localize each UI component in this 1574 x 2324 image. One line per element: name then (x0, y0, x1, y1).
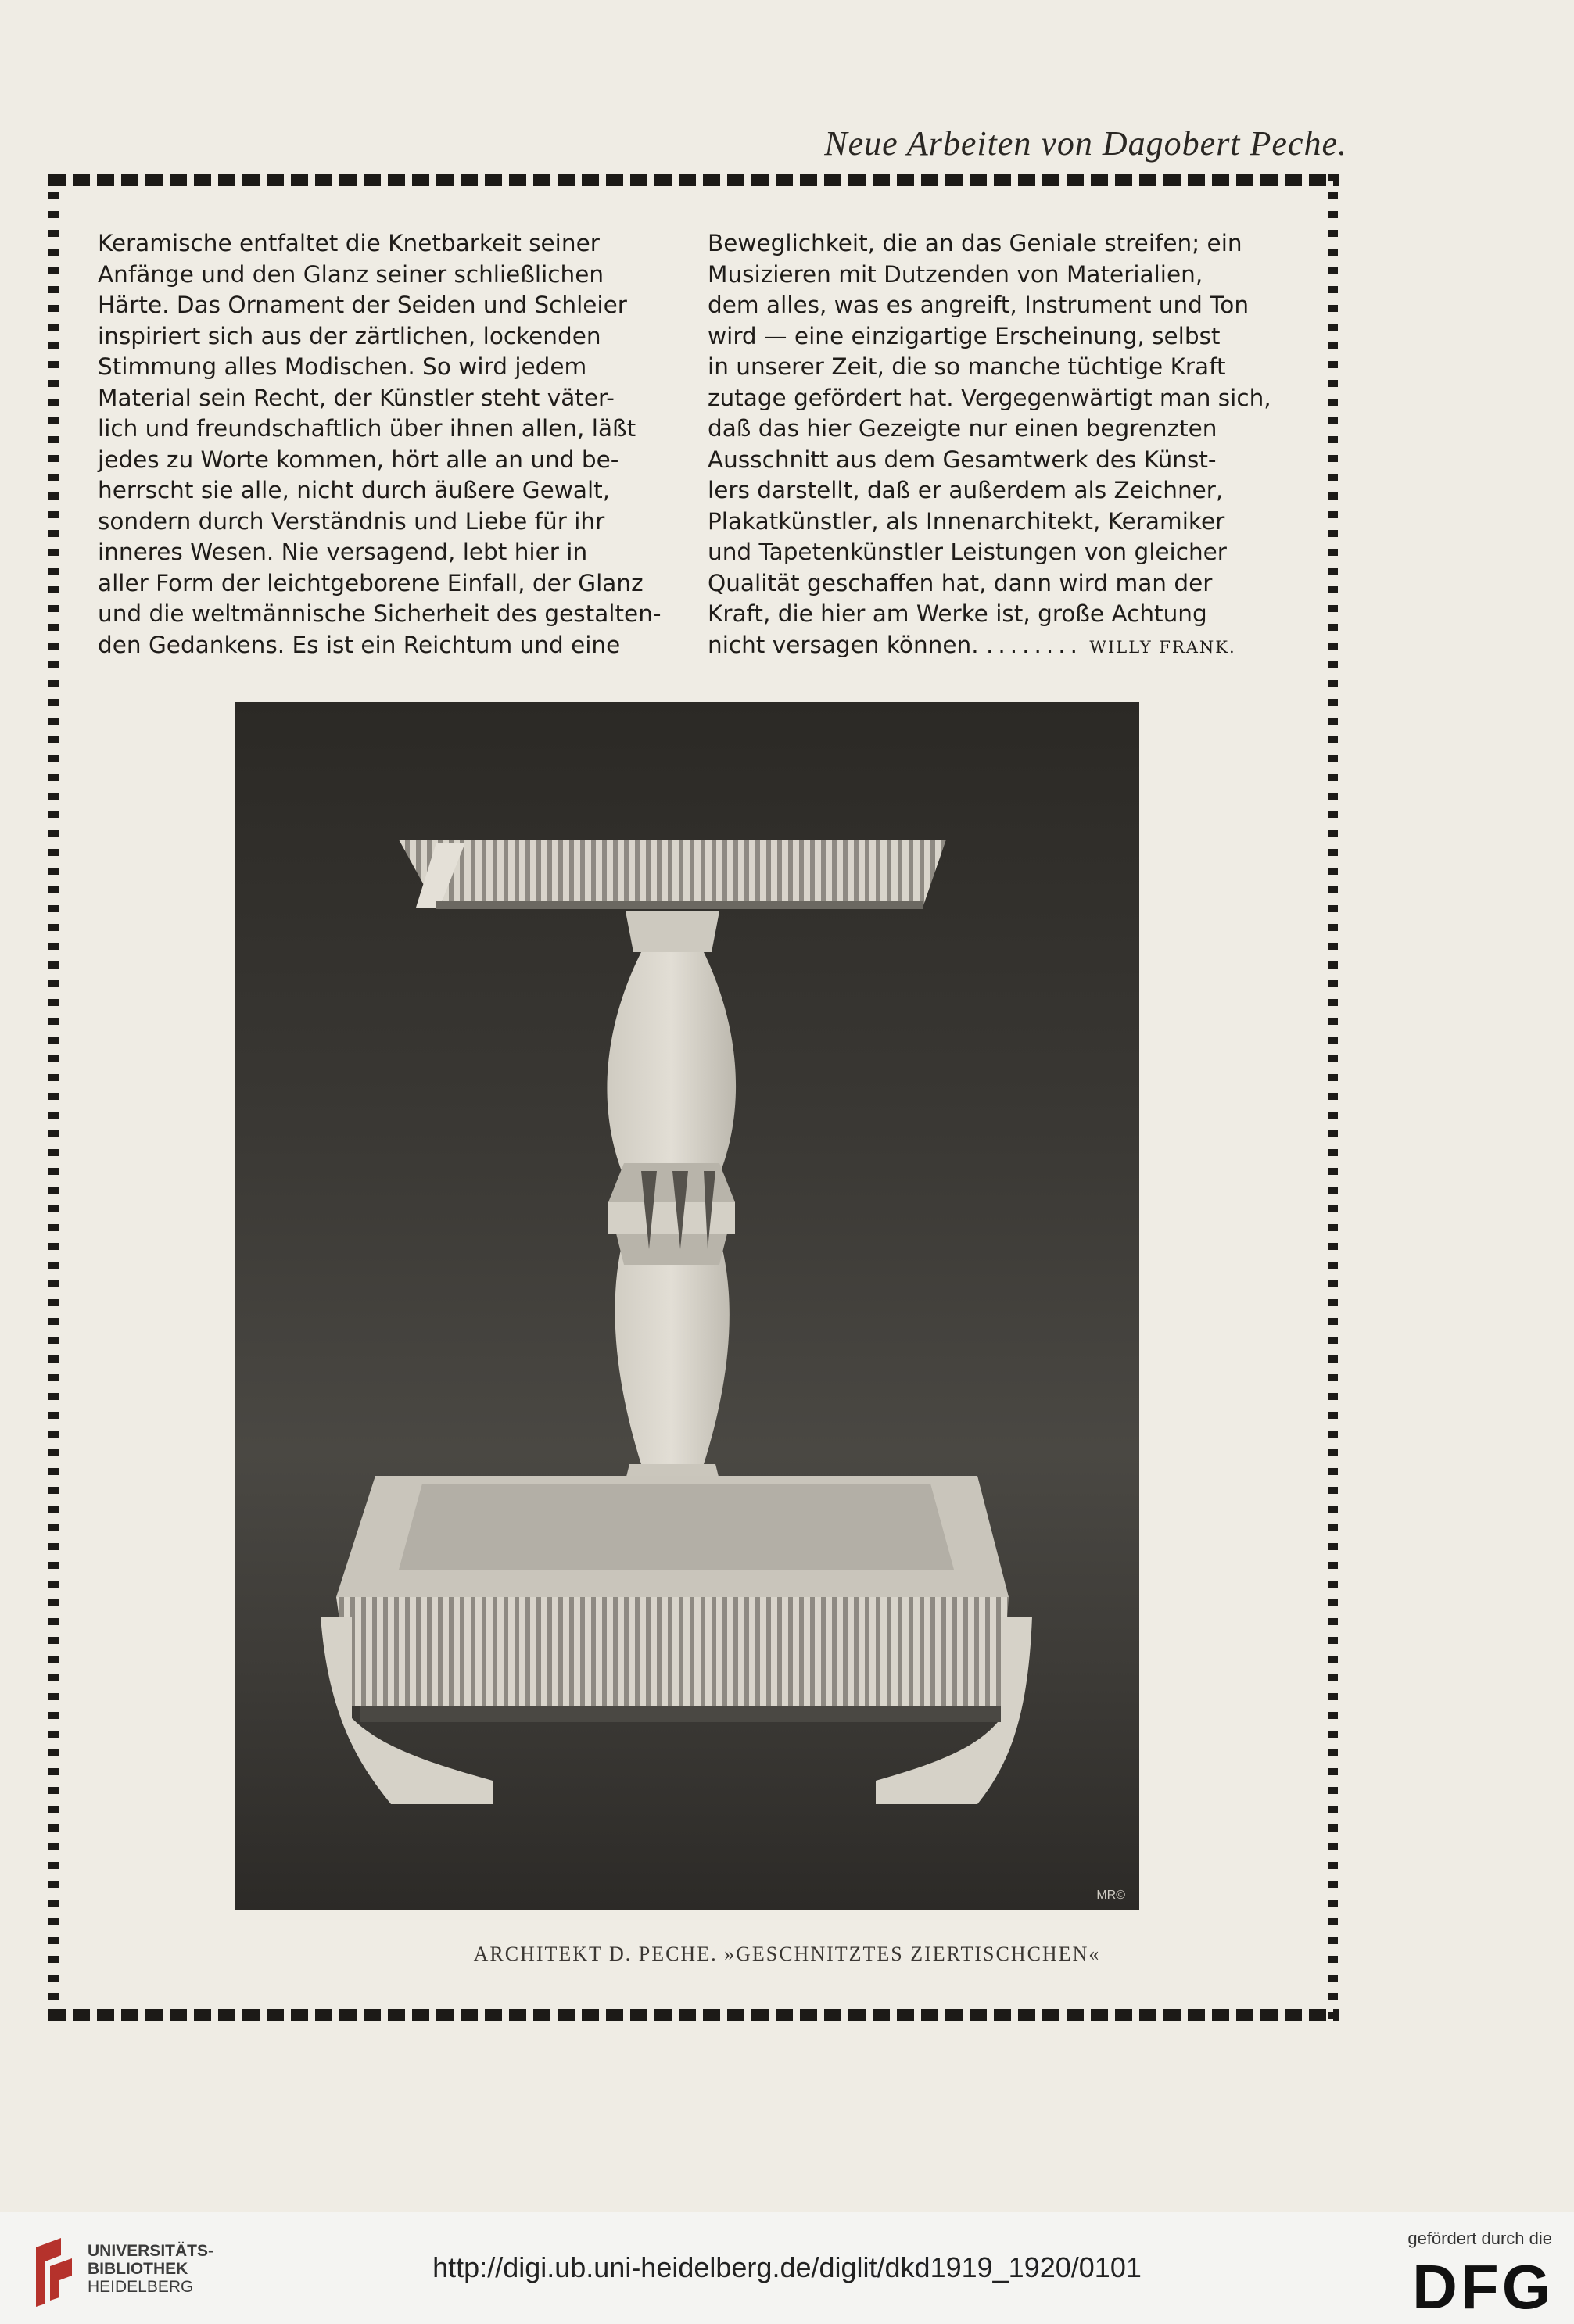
permalink-url[interactable]: http://digi.ub.uni-heidelberg.de/diglit/dkd1919_1920/0101 (432, 2251, 1142, 2283)
carved-table-illustration (235, 702, 1139, 1910)
frame-right-border (1328, 174, 1338, 2021)
frame-left-border (48, 174, 59, 2021)
text-line: und die weltmännische Sicherheit des gestalten- (98, 600, 662, 627)
text-line: daß das hier Gezeigte nur einen begrenzten (708, 415, 1217, 442)
article-left-column (98, 228, 692, 661)
closing-text: nicht versagen können. (708, 631, 979, 658)
text-line: und Tapetenkünstler Leistungen von gleicher (708, 539, 1227, 565)
text-line: dem alles, was es angreift, Instrument und Ton (708, 292, 1250, 318)
text-line: Material sein Recht, der Künstler steht väter- (98, 384, 615, 411)
frame-top-border (48, 174, 1339, 186)
library-name-line: UNIVERSITÄTS- (88, 2242, 214, 2260)
text-line: inspiriert sich aus der zärtlichen, lockenden (98, 322, 601, 349)
text-line: jedes zu Worte kommen, hört alle an und be- (98, 446, 619, 473)
text-line: wird — eine einzigartige Erscheinung, selbst (708, 322, 1221, 349)
text-line: sondern durch Verständnis und Liebe für ihr (98, 507, 605, 535)
text-line: Ausschnitt aus dem Gesamtwerk des Künst- (708, 446, 1217, 473)
author-signature: WILLY FRANK. (1089, 637, 1236, 657)
text-line: zutage gefördert hat. Vergegenwärtigt man sich, (708, 384, 1271, 411)
text-line: herrscht sie alle, nicht durch äußere Gewalt, (98, 477, 611, 503)
text-line: Stimmung alles Modischen. So wird jedem (98, 353, 587, 380)
text-line: Keramische entfaltet die Knetbarkeit seiner (98, 230, 600, 256)
article-right-column (708, 228, 1302, 663)
photographer-mark: MR© (1096, 1889, 1125, 1902)
text-line: Kraft, die hier am Werke ist, große Achtung (708, 600, 1207, 627)
running-head: Neue Arbeiten von Dagobert Peche. (824, 124, 1347, 163)
text-line: inneres Wesen. Nie versagend, lebt hier in (98, 539, 588, 565)
text-line: Anfänge und den Glanz seiner schließlichen (98, 260, 604, 288)
text-line: den Gedankens. Es ist ein Reichtum und eine (98, 631, 621, 658)
text-line: lich und freundschaftlich über ihnen allen, läßt (98, 415, 636, 442)
figure-caption: ARCHITEKT D. PECHE. »GESCHNITZTES ZIERTISCHCHEN« (473, 1943, 1101, 1965)
text-line: Plakatkünstler, als Innenarchitekt, Keramiker (708, 507, 1225, 535)
dfg-logo[interactable]: DFG (1412, 2252, 1554, 2322)
text-line: in unserer Zeit, die so manche tüchtige Kraft (708, 353, 1226, 380)
library-name-line: BIBLIOTHEK (88, 2260, 188, 2278)
photograph-carved-table (235, 702, 1139, 1910)
leader-dots: ........ (985, 631, 1083, 658)
text-line: Musizieren mit Dutzenden von Materialien, (708, 260, 1203, 288)
funding-note: gefördert durch die (1407, 2229, 1552, 2248)
article-closing-line (708, 630, 1302, 664)
text-line: Beweglichkeit, die an das Geniale streifen; ein (708, 230, 1242, 256)
library-name-line: HEIDELBERG (88, 2278, 194, 2296)
text-line: lers darstellt, daß er außerdem als Zeichner, (708, 477, 1224, 503)
frame-bottom-border (48, 2009, 1339, 2021)
text-line: Qualität geschaffen hat, dann wird man der (708, 569, 1213, 596)
text-line: Härte. Das Ornament der Seiden und Schleier (98, 292, 627, 318)
text-line: aller Form der leichtgeborene Einfall, der Glanz (98, 569, 644, 596)
